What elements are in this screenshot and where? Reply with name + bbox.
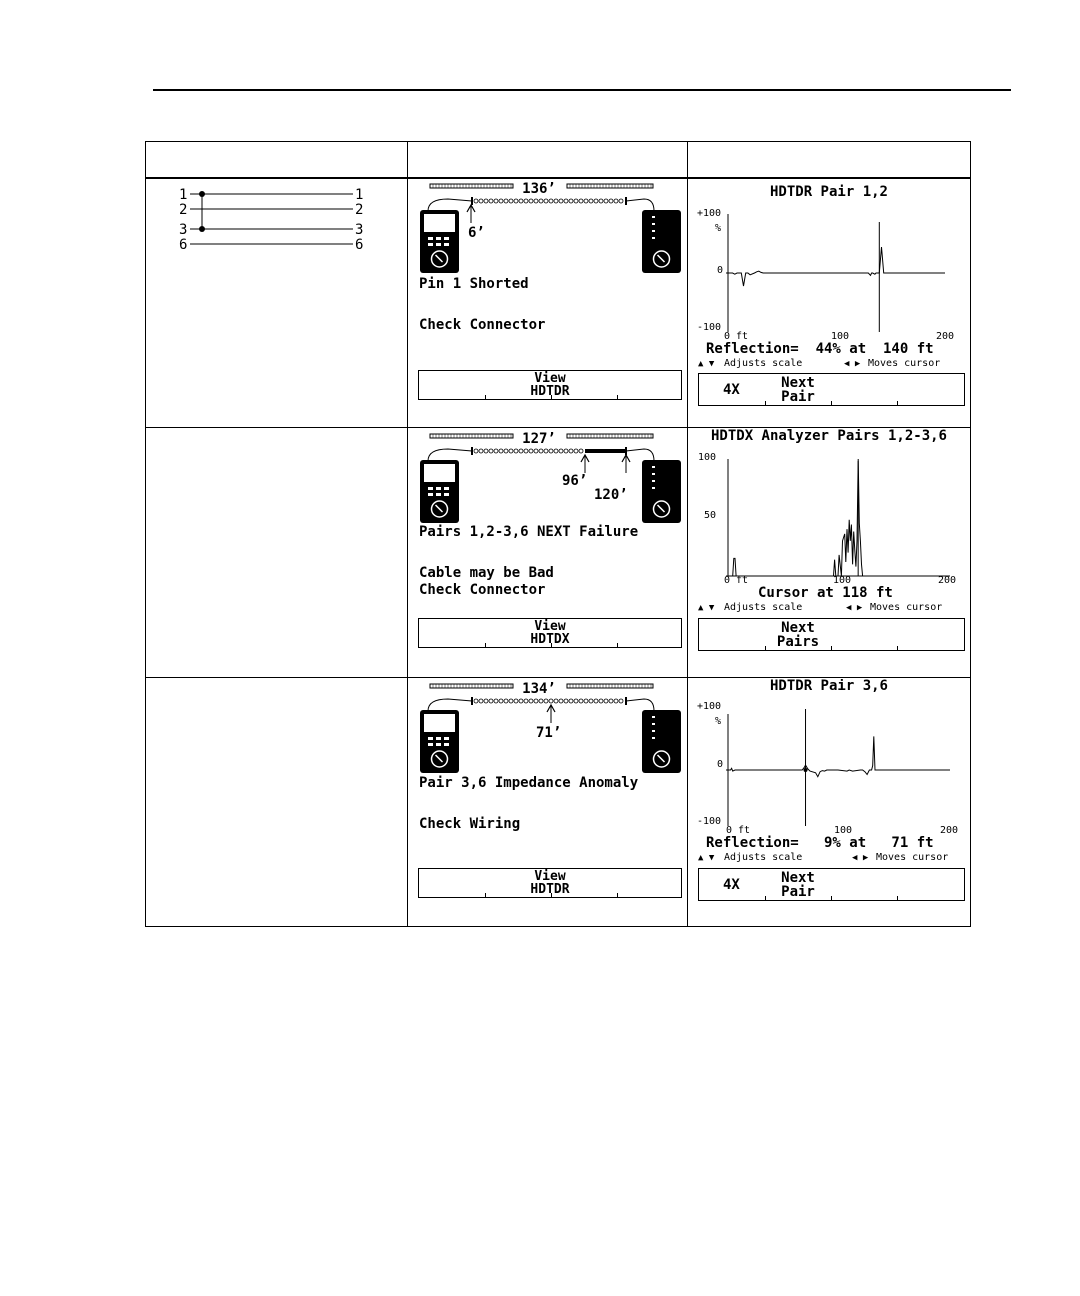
cable-bead — [544, 199, 548, 203]
cable-bead — [589, 699, 593, 703]
cable-bead — [554, 699, 558, 703]
cable-bead — [494, 449, 498, 453]
tester-screen — [408, 679, 687, 927]
tester-screen — [408, 429, 687, 677]
cable-bead — [494, 699, 498, 703]
next-pairs-button[interactable]: Next Pairs — [776, 620, 820, 650]
cable-length-label: 134’ — [522, 681, 556, 697]
cable-bead — [614, 699, 618, 703]
cable-bead — [609, 199, 613, 203]
wiremap-pin-label: 1 — [355, 187, 364, 203]
reflection-readout: Reflection= 44% at 140 ft — [706, 341, 934, 357]
y-axis-bottom-label: -100 — [697, 322, 722, 333]
length-ruler — [430, 434, 513, 438]
left-right-arrows-icon: ◀ ▶ — [846, 603, 863, 613]
cable-lead — [626, 449, 654, 461]
tester-display — [424, 714, 455, 732]
header-cell — [688, 142, 970, 177]
tester-key — [444, 237, 449, 240]
cable-bead — [479, 449, 483, 453]
cable-bead — [504, 449, 508, 453]
tester-key — [436, 493, 441, 496]
cable-bead — [569, 449, 573, 453]
view-hdtdx-button[interactable]: View HDTDX — [530, 619, 570, 647]
y-axis-mid-label: 0 — [717, 759, 724, 770]
cable-lead — [428, 449, 472, 461]
zoom-4x-button[interactable]: 4X — [723, 877, 740, 893]
remote-led — [652, 230, 655, 232]
tester-key — [444, 487, 449, 490]
cable-bead — [474, 699, 478, 703]
x-axis-left-label: 0 ft — [726, 825, 751, 836]
remote-led — [652, 480, 655, 482]
cable-bead — [524, 699, 528, 703]
tester-key — [428, 487, 433, 490]
x-axis-mid-label: 100 — [834, 825, 853, 836]
fault-distance-label: 71’ — [536, 725, 562, 741]
softkey-bar — [418, 868, 682, 898]
y-axis-top-label: +100 — [697, 701, 722, 712]
cable-diagram — [408, 179, 687, 279]
softkey-bar — [418, 370, 682, 400]
tester-key — [428, 743, 433, 746]
cable-length-label: 127’ — [522, 431, 556, 447]
y-axis-unit: % — [715, 223, 722, 234]
x-axis-mid-label: 100 — [833, 575, 852, 586]
cable-lead — [626, 699, 654, 711]
result-message: Pairs 1,2-3,6 NEXT Failure — [419, 524, 639, 540]
fault-distance-label: 6’ — [468, 225, 485, 241]
y-axis-unit: % — [715, 716, 722, 727]
tester-key — [436, 737, 441, 740]
cable-bead — [479, 699, 483, 703]
cable-bead — [584, 199, 588, 203]
cable-bead — [514, 449, 518, 453]
remote-led — [652, 223, 655, 225]
cable-bead — [549, 449, 553, 453]
tester-key — [444, 493, 449, 496]
trace-line — [726, 459, 950, 576]
cable-bead — [504, 199, 508, 203]
tester-key — [444, 737, 449, 740]
short-node — [199, 191, 205, 197]
softkey-bar — [698, 868, 965, 901]
cable-bead — [539, 699, 543, 703]
x-axis-left-label: 0 ft — [724, 331, 749, 342]
scale-hint: Adjusts scale — [724, 852, 803, 863]
short-node — [199, 226, 205, 232]
y-axis-mid-label: 50 — [704, 510, 717, 521]
cable-lead — [626, 199, 654, 211]
cable-bead — [519, 199, 523, 203]
y-axis-bottom-label: -100 — [697, 816, 722, 827]
cable-bead — [579, 449, 583, 453]
length-ruler — [567, 434, 653, 438]
remote-led — [652, 466, 655, 468]
softkey-bar — [698, 373, 965, 406]
remote-led — [652, 716, 655, 718]
tester-display — [424, 464, 455, 482]
handheld-tester-icon — [642, 210, 681, 273]
cable-bead — [529, 449, 533, 453]
cable-bead — [509, 449, 513, 453]
x-axis-right-label: 200 — [940, 825, 959, 836]
wiremap-pin-label: 3 — [355, 222, 364, 238]
cable-bead — [489, 449, 493, 453]
cable-bead — [579, 199, 583, 203]
result-message: Check Connector — [419, 317, 546, 333]
cable-bead — [499, 199, 503, 203]
trace-line — [726, 736, 950, 776]
tester-key — [428, 243, 433, 246]
tester-key — [428, 737, 433, 740]
cursor-hint: Moves cursor — [876, 852, 949, 863]
cable-bead — [559, 449, 563, 453]
cable-lead — [428, 199, 472, 211]
cable-bead — [604, 699, 608, 703]
wiremap-pin-label: 3 — [179, 222, 188, 238]
cursor-readout: Cursor at 118 ft — [758, 585, 893, 601]
y-axis-top-label: 100 — [698, 452, 717, 463]
row-divider — [146, 427, 970, 428]
plot-title: HDTDR Pair 1,2 — [769, 184, 888, 200]
fault-distance-label: 120’ — [594, 487, 628, 503]
x-axis-mid-label: 100 — [831, 331, 850, 342]
cable-bead — [499, 449, 503, 453]
cable-bead — [604, 199, 608, 203]
cable-bead — [534, 699, 538, 703]
y-axis-mid-label: 0 — [717, 265, 724, 276]
x-axis-right-label: 200 — [938, 575, 957, 586]
view-hdtdr-button[interactable]: View HDTDR — [530, 869, 570, 897]
cable-bead — [564, 699, 568, 703]
cable-bead — [544, 449, 548, 453]
y-axis-top-label: +100 — [697, 208, 722, 219]
cable-bead — [479, 199, 483, 203]
tester-key — [436, 487, 441, 490]
cable-bead — [484, 199, 488, 203]
fault-distance-label: 96’ — [562, 473, 588, 489]
wiremap-pin-label: 1 — [179, 187, 188, 203]
cable-bead — [554, 449, 558, 453]
cable-bead — [594, 699, 598, 703]
header-cell — [146, 142, 407, 177]
cable-bead — [539, 199, 543, 203]
cable-bead — [564, 449, 568, 453]
cable-diagram — [408, 679, 687, 779]
x-axis-right-label: 200 — [936, 331, 955, 342]
cable-bead — [529, 199, 533, 203]
reflection-readout: Reflection= 9% at 71 ft — [706, 835, 934, 851]
cable-bead — [504, 699, 508, 703]
cable-bead — [514, 199, 518, 203]
result-message: Check Wiring — [419, 816, 521, 832]
cable-bead — [499, 699, 503, 703]
header-cell — [408, 142, 687, 177]
plot-title: HDTDX Analyzer Pairs 1,2-3,6 — [710, 429, 947, 444]
up-down-arrows-icon: ▲ ▼ — [698, 359, 715, 369]
remote-led — [652, 730, 655, 732]
cable-bead — [609, 699, 613, 703]
length-ruler — [430, 184, 513, 188]
cable-bead — [534, 449, 538, 453]
next-pair-button[interactable]: Next Pair — [781, 375, 815, 405]
cable-bead — [569, 699, 573, 703]
cable-bead — [619, 699, 623, 703]
wiremap-pin-label: 6 — [355, 237, 364, 253]
handheld-tester-icon — [642, 460, 681, 523]
cable-bead — [474, 199, 478, 203]
up-down-arrows-icon: ▲ ▼ — [698, 853, 715, 863]
header-rule — [153, 89, 1011, 91]
cursor-hint: Moves cursor — [870, 602, 943, 613]
wiremap-pin-label: 6 — [179, 237, 188, 253]
result-message: Pair 3,6 Impedance Anomaly — [419, 775, 639, 791]
cursor-hint: Moves cursor — [868, 358, 941, 369]
cable-bead — [524, 199, 528, 203]
left-right-arrows-icon: ◀ ▶ — [844, 359, 861, 369]
tester-key — [428, 237, 433, 240]
cable-bead — [619, 199, 623, 203]
remote-led — [652, 487, 655, 489]
plot-screen — [688, 679, 970, 927]
wiremap-cell — [146, 179, 407, 427]
tester-key — [444, 743, 449, 746]
remote-led — [652, 737, 655, 739]
troubleshooting-table — [145, 141, 971, 927]
cable-bead — [574, 449, 578, 453]
cable-bead — [599, 199, 603, 203]
cable-bead — [519, 449, 523, 453]
zoom-4x-button[interactable]: 4X — [723, 382, 740, 398]
view-hdtdr-button[interactable]: View HDTDR — [530, 371, 570, 399]
cable-bead — [554, 199, 558, 203]
cable-bead — [489, 199, 493, 203]
cable-bead — [544, 699, 548, 703]
cable-bead — [599, 699, 603, 703]
tester-key — [444, 243, 449, 246]
wiremap-pin-label: 2 — [355, 202, 364, 218]
cable-bead — [574, 699, 578, 703]
trace-line — [726, 247, 945, 286]
plot-screen — [688, 179, 970, 427]
tester-key — [436, 243, 441, 246]
cable-bead — [494, 199, 498, 203]
remote-led — [652, 723, 655, 725]
cable-bead — [564, 199, 568, 203]
cable-bead — [514, 699, 518, 703]
cable-bead — [524, 449, 528, 453]
softkey-bar — [418, 618, 682, 648]
cable-bead — [559, 699, 563, 703]
cable-diagram — [408, 429, 687, 529]
remote-led — [652, 216, 655, 218]
cable-bead — [569, 199, 573, 203]
wiremap-cell — [146, 429, 407, 677]
tester-key — [436, 743, 441, 746]
tester-display — [424, 214, 455, 232]
next-pair-button[interactable]: Next Pair — [781, 870, 815, 900]
cable-bead — [484, 449, 488, 453]
tester-key — [436, 237, 441, 240]
cable-bead — [534, 199, 538, 203]
cable-bead — [559, 199, 563, 203]
softkey-bar — [698, 618, 965, 651]
length-ruler — [567, 184, 653, 188]
tester-key — [428, 493, 433, 496]
x-axis-left-label: 0 ft — [724, 575, 749, 586]
cable-bead — [549, 199, 553, 203]
plot-screen — [688, 429, 970, 677]
cable-bead — [584, 699, 588, 703]
cable-bead — [489, 699, 493, 703]
handheld-tester-icon — [642, 710, 681, 773]
cable-bead — [614, 199, 618, 203]
cable-bead — [539, 449, 543, 453]
cable-length-label: 136’ — [522, 181, 556, 197]
wiremap-pin-label: 2 — [179, 202, 188, 218]
row-divider — [146, 677, 970, 678]
length-ruler — [567, 684, 653, 688]
cable-bead — [484, 699, 488, 703]
result-message: Pin 1 Shorted — [419, 276, 529, 292]
cable-bead — [474, 449, 478, 453]
scale-hint: Adjusts scale — [724, 602, 803, 613]
cable-bead — [519, 699, 523, 703]
cable-bead — [574, 199, 578, 203]
wiremap-cell — [146, 679, 407, 927]
cable-bead — [529, 699, 533, 703]
cable-bead — [594, 199, 598, 203]
result-message: Cable may be Bad — [419, 565, 554, 581]
result-message: Check Connector — [419, 582, 546, 598]
scale-hint: Adjusts scale — [724, 358, 803, 369]
cable-bead — [509, 199, 513, 203]
remote-led — [652, 473, 655, 475]
length-ruler — [430, 684, 513, 688]
remote-led — [652, 237, 655, 239]
cable-bead — [549, 699, 553, 703]
plot-title: HDTDR Pair 3,6 — [769, 679, 888, 694]
up-down-arrows-icon: ▲ ▼ — [698, 603, 715, 613]
cable-bead — [579, 699, 583, 703]
cable-bead — [589, 199, 593, 203]
cable-bead — [509, 699, 513, 703]
tester-screen — [408, 179, 687, 427]
left-right-arrows-icon: ◀ ▶ — [852, 853, 869, 863]
cable-lead — [428, 699, 472, 711]
wiremap-diagram — [146, 179, 407, 427]
cursor-dot — [804, 768, 808, 772]
